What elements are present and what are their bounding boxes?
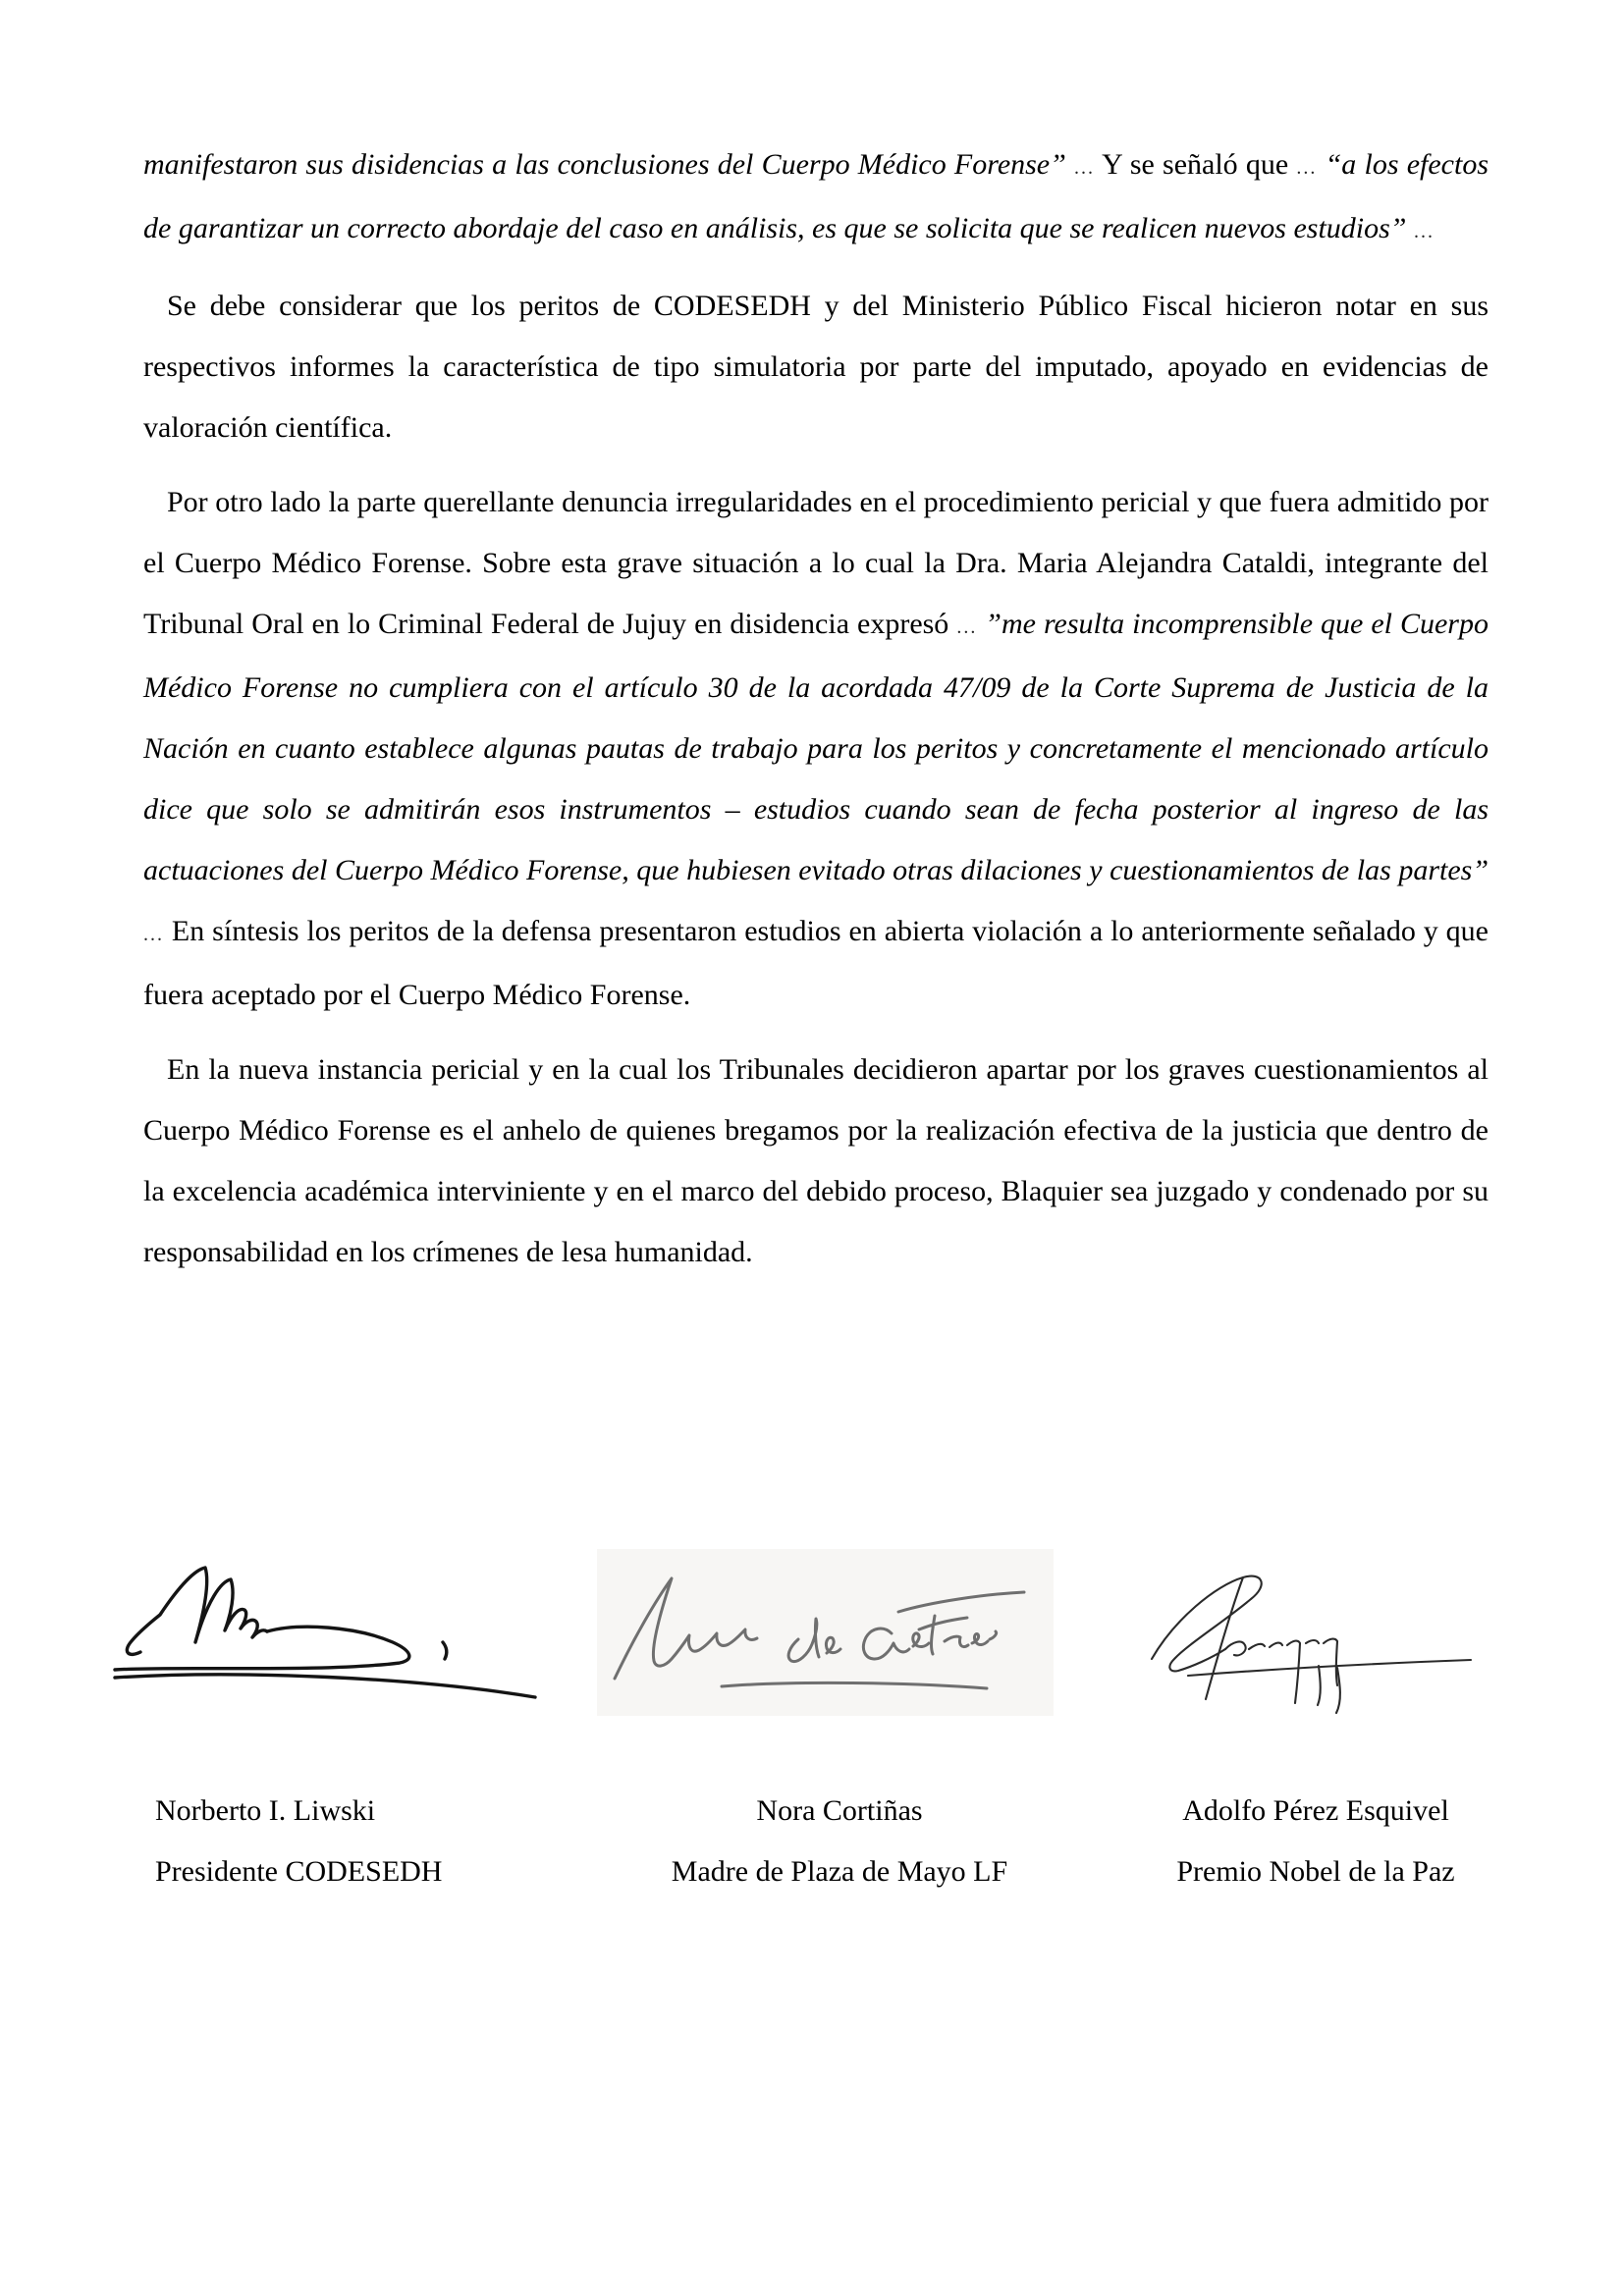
- quote-segment: “a los efectos de garantizar un correcto abordaje del caso en análisis, es que se solicita que se realicen nuevos estudios”: [143, 148, 1489, 244]
- ellipsis-mark: ...: [1296, 157, 1318, 179]
- signatory-role: Premio Nobel de la Paz: [1176, 1855, 1455, 1888]
- cortinas-signature-icon: [597, 1549, 1054, 1716]
- signatory-cortinas: [619, 1781, 1060, 1902]
- paragraph-3: [143, 472, 1489, 1026]
- paragraph-1: [143, 134, 1489, 262]
- narrative-segment: Por otro lado la parte querellante denuncia irregularidades en el procedimiento pericial y que fuera admitido por el Cuerpo Médico Forense. Sobre esta grave situación a lo cual la Dra. Maria Alejandra Cataldi, integrante del Tribunal Oral en lo Criminal Federal de Jujuy en disidencia expresó: [143, 486, 1489, 640]
- document-body: [143, 134, 1489, 1297]
- ellipsis-mark: ...: [143, 924, 164, 945]
- narrative-segment: En la nueva instancia pericial y en la cual los Tribunales decidieron apartar por los graves cuestionamientos al Cuerpo Médico Forense es el anhelo de quienes bregamos por la realización efectiva de la justicia que dentro de la excelencia académica interviniente y en el marco del debido proceso, Blaquier sea juzgado y condenado por su responsabilidad en los crímenes de lesa humanidad.: [143, 1053, 1489, 1268]
- narrative-segment: Se debe considerar que los peritos de CODESEDH y del Ministerio Público Fiscal hicieron notar en sus respectivos informes la característica de tipo simulatoria por parte del imputado, apoyado en evidencias de valoración científica.: [143, 290, 1489, 444]
- signatory-role: Madre de Plaza de Mayo LF: [671, 1855, 1008, 1888]
- signatory-role: Presidente CODESEDH: [155, 1855, 443, 1888]
- signatory-liwski: [155, 1781, 442, 1902]
- signatory-name: Adolfo Pérez Esquivel: [1182, 1794, 1449, 1827]
- quote-segment: ”me resulta incomprensible que el Cuerpo Médico Forense no cumpliera con el artículo 30 de la acordada 47/09 de la Corte Suprema de Justicia de la Nación en cuanto establece algunas pautas de trabajo para los peritos y concretamente el mencionado artículo dice que solo se admitirán esos instrumentos – estudios cuando sean de fecha posterior al ingreso de las actuaciones del Cuerpo Médico Forense, que hubiesen evitado otras dilaciones y cuestionamientos de las partes”: [143, 608, 1489, 886]
- signatory-perez-esquivel: [1114, 1781, 1517, 1902]
- ellipsis-mark: ...: [1074, 157, 1096, 179]
- ellipsis-mark: ...: [956, 616, 978, 638]
- cortinas-signature-background: [597, 1549, 1054, 1716]
- signatory-name: Norberto I. Liwski: [155, 1794, 376, 1827]
- narrative-segment: Y se señaló que: [1095, 148, 1297, 181]
- liwski-signature-icon: [103, 1556, 540, 1713]
- ellipsis-mark: ...: [1413, 221, 1435, 242]
- paragraph-4: [143, 1040, 1489, 1283]
- quote-segment: manifestaron sus disidencias a las conclusiones del Cuerpo Médico Forense”: [143, 148, 1075, 181]
- perez-esquivel-signature-icon: [1137, 1566, 1476, 1733]
- paragraph-2: [143, 276, 1489, 458]
- narrative-segment: En síntesis los peritos de la defensa presentaron estudios en abierta violación a lo anteriormente señalado y que fuera aceptado por el Cuerpo Médico Forense.: [143, 915, 1489, 1011]
- signatory-name: Nora Cortiñas: [756, 1794, 923, 1827]
